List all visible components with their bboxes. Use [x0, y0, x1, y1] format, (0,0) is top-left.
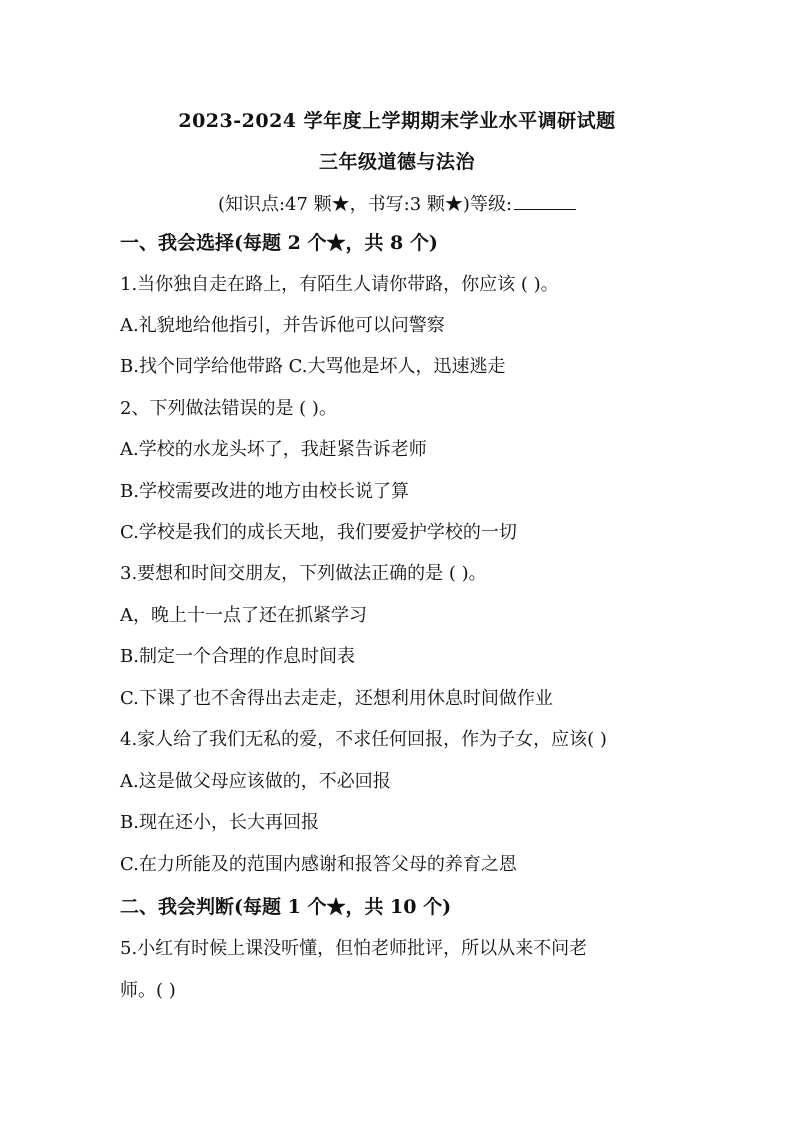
score-info — [0, 190, 794, 216]
question-3-option-b: B.制定一个合理的作息时间表 — [120, 646, 355, 667]
question-4-option-b: B.现在还小，长大再回报 — [120, 812, 319, 833]
question-2-option-c: C.学校是我们的成长天地，我们要爱护学校的一切 — [120, 522, 517, 543]
question-3-stem: 3.要想和时间交朋友，下列做法正确的是 ( )。 — [120, 563, 487, 584]
question-1-option-b-c: B.找个同学给他带路 C.大骂他是坏人，迅速逃走 — [120, 356, 506, 377]
exam-subject: 三年级道德与法治 — [318, 151, 475, 173]
grade-blank — [514, 193, 576, 210]
question-2-stem: 2、下列做法错误的是 ( )。 — [120, 398, 337, 419]
section-heading-choice: 一、我会选择(每题 2 个★，共 8 个) — [120, 232, 438, 254]
question-4-option-a: A.这是做父母应该做的，不必回报 — [120, 771, 391, 792]
question-5-line-2: 师。( ) — [120, 980, 176, 1001]
exam-title: 2023-2024 学年度上学期期末学业水平调研试题 — [178, 110, 616, 132]
question-4-option-c: C.在力所能及的范围内感谢和报答父母的养育之恩 — [120, 854, 517, 875]
question-5-line-1: 5.小红有时候上课没听懂，但怕老师批评，所以从来不问老 — [120, 938, 588, 959]
question-3-option-c: C.下课了也不舍得出去走走，还想利用休息时间做作业 — [120, 688, 553, 709]
question-1-stem: 1.当你独自走在路上，有陌生人请你带路，你应该 ( )。 — [120, 274, 559, 295]
question-1-option-a: A.礼貌地给他指引，并告诉他可以问警察 — [120, 315, 445, 336]
question-2-option-a: A.学校的水龙头坏了，我赶紧告诉老师 — [120, 439, 427, 460]
score-info-text: (知识点:47 颗★，书写:3 颗★)等级: — [217, 194, 513, 215]
question-4-stem: 4.家人给了我们无私的爱，不求任何回报，作为子女，应该( ) — [120, 729, 607, 750]
section-heading-judgment: 二、我会判断(每题 1 个★，共 10 个) — [120, 896, 452, 918]
question-2-option-b: B.学校需要改进的地方由校长说了算 — [120, 481, 409, 502]
question-3-option-a: A，晚上十一点了还在抓紧学习 — [120, 605, 367, 626]
